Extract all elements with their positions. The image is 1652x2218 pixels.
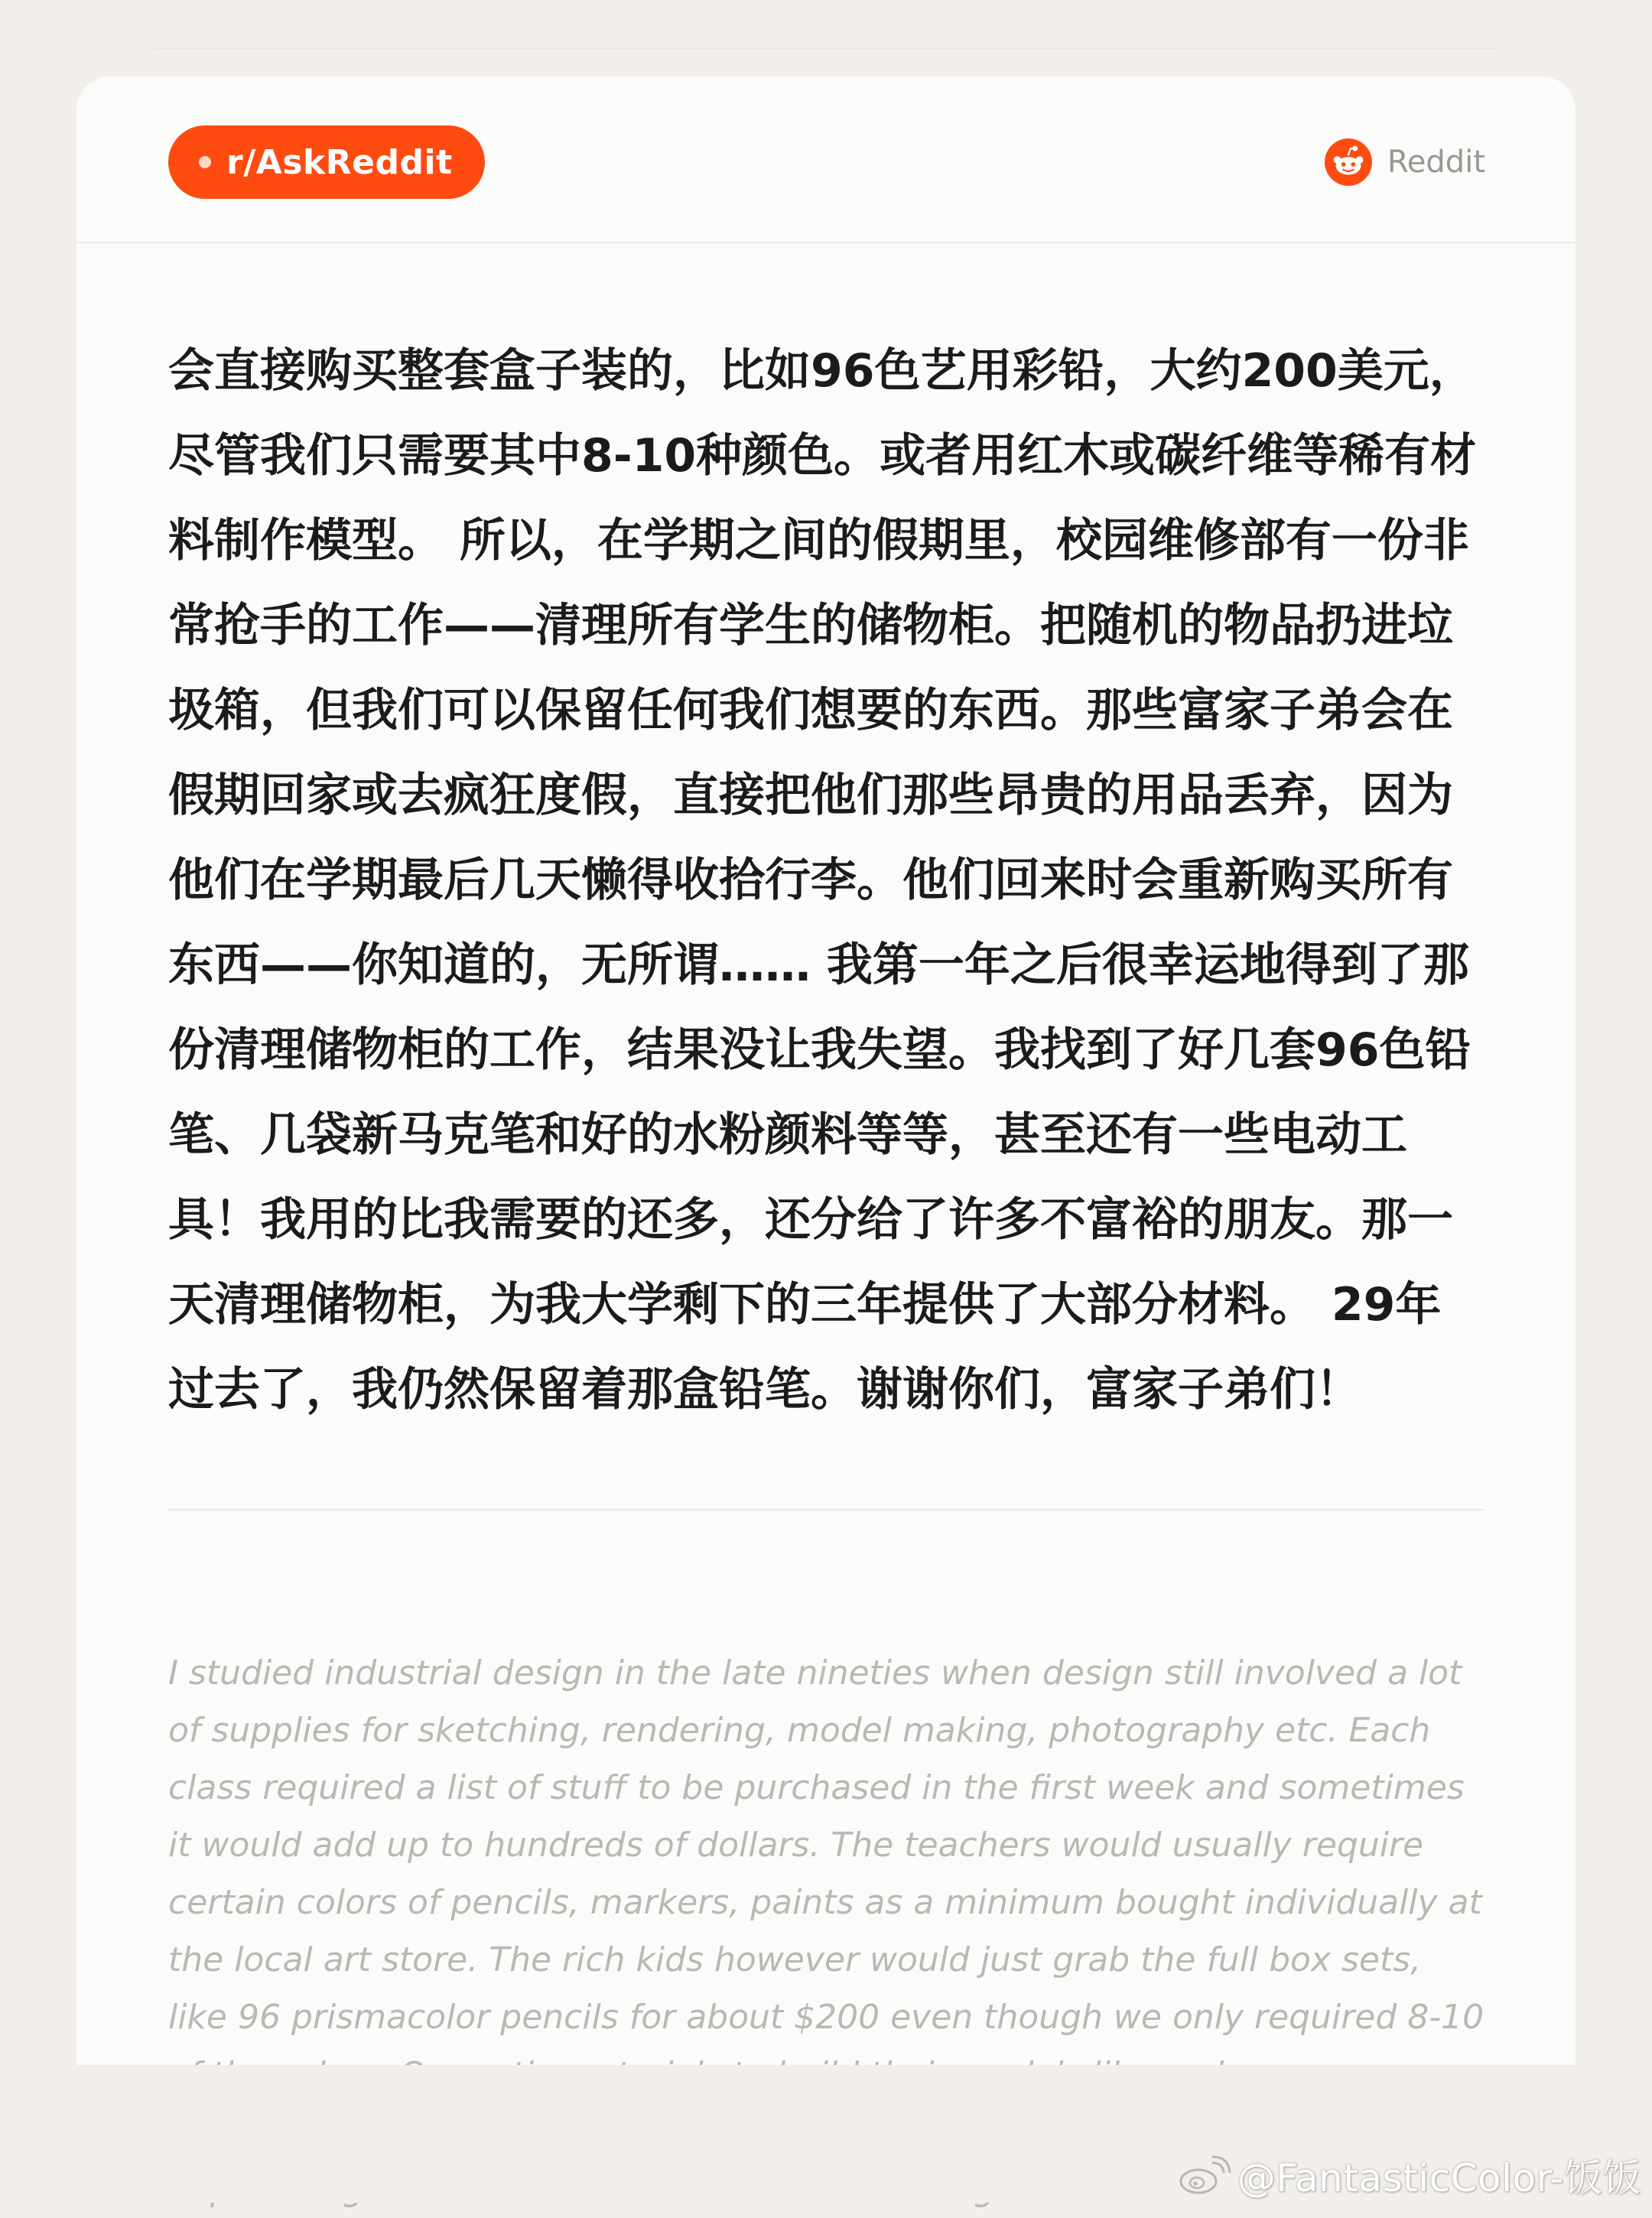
subreddit-name: r/AskReddit — [226, 142, 453, 182]
watermark-text: @FantasticColor-饭饭 — [1237, 2156, 1641, 2200]
brand-name: Reddit — [1387, 145, 1485, 180]
card-header — [76, 76, 1576, 243]
reddit-alien-icon — [1325, 138, 1372, 186]
section-divider — [168, 1509, 1484, 1511]
post-card — [76, 76, 1576, 2065]
bottom-band — [0, 2065, 1652, 2203]
translation-text: 会直接购买整套盒子装的，比如96色艺用彩铅，大约200美元，尽管我们只需要其中8-10种颜色。或者用红木或碳纤维等稀有材料制作模型。 所以，在学期之间的假期里，校园维修部有一份非常抢手的工作——清理所有学生的储物柜。把随机的物品扔进垃圾箱，但我们可以保留任何我们想要的东西。那些富家子弟会在假期回家或去疯狂度假，直接把他们那些昂贵的用品丢弃，因为他们在学期最后几天懒得收拾行李。他们回来时会重新购买所有东西——你知道的，无所谓…… 我第一年之后很幸运地得到了那份清理储物柜的工作，结果没让我失望。我找到了好几套96色铅笔、几袋新马克笔和好的水粉颜料等等，甚至还有一些电动工具！我用的比我需要的还多，还分给了许多不富裕的朋友。那一天清理储物柜，为我大学剩下的三年提供了大部分材料。 29年过去了，我仍然保留着那盒铅笔。谢谢你们，富家子弟们！ — [168, 344, 1477, 1416]
watermark — [1178, 2152, 1641, 2198]
subreddit-badge[interactable] — [168, 125, 485, 199]
brand-mark — [1325, 138, 1485, 187]
dot-icon — [199, 156, 211, 168]
weibo-icon — [1178, 2154, 1231, 2197]
top-divider-line — [153, 47, 1499, 49]
original-text: I studied industrial design in the late nineties when design still involved a lot of supplies for sketching, rendering, model making, photography etc. Each class required a list of stuff to be purchased in the first week and sometimes it would add up to hundreds of dollars. The teachers would usually require certain colors of pencils, markers, paints as a minimum bought individually at the local art store. The rich kids however would just grab the full box sets, like 96 prismacolor pencils for about $200 even though we only required 8-10 — [168, 1654, 1485, 2037]
